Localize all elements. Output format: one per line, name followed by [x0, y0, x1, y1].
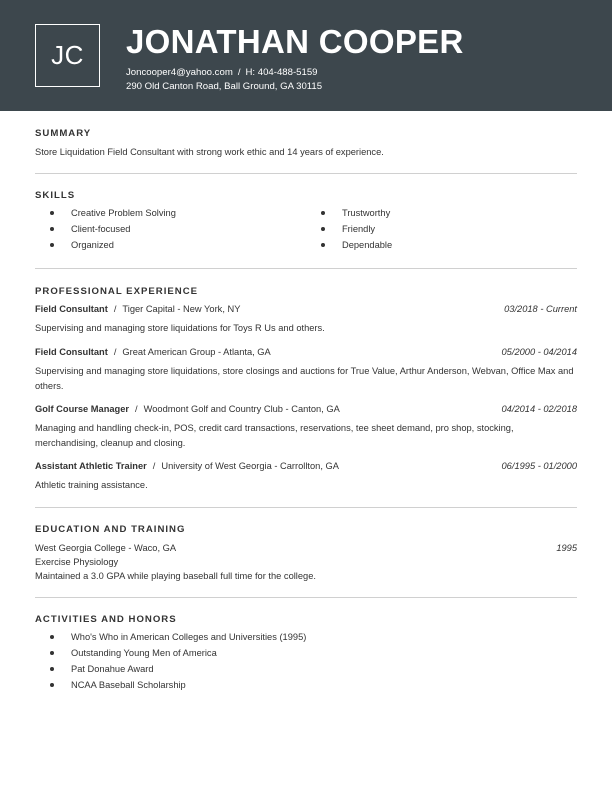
job-company: Great American Group - Atlanta, GA	[122, 347, 271, 357]
activities-heading: ACTIVITIES AND HONORS	[35, 614, 177, 625]
skills-list-right	[320, 205, 392, 253]
job-header	[35, 461, 577, 471]
skill-item: Dependable	[320, 237, 392, 253]
job-header	[35, 304, 577, 314]
activity-item: Who's Who in American Colleges and Universities (1995)	[49, 629, 306, 645]
job-company: Woodmont Golf and Country Club - Canton, GA	[143, 404, 340, 414]
summary-text: Store Liquidation Field Consultant with strong work ethic and 14 years of experience.	[35, 147, 384, 157]
job-separator: /	[113, 304, 117, 314]
job-company: University of West Georgia - Carrollton, GA	[161, 461, 339, 471]
activity-item: NCAA Baseball Scholarship	[49, 677, 306, 693]
activity-item: Outstanding Young Men of America	[49, 645, 306, 661]
skill-item: Trustworthy	[320, 205, 392, 221]
divider	[35, 173, 577, 174]
education-heading: EDUCATION AND TRAINING	[35, 524, 186, 535]
skills-list-left	[49, 205, 176, 253]
job-description: Supervising and managing store liquidations, store closings and auctions for True Value, Arthur Anderson, Webvan, Office Max and others.	[35, 366, 574, 391]
job-title: Field Consultant	[35, 304, 108, 314]
divider	[35, 597, 577, 598]
skill-item: Organized	[49, 237, 176, 253]
education-school: West Georgia College - Waco, GA	[35, 543, 177, 553]
summary-heading: SUMMARY	[35, 128, 92, 139]
job-dates: 03/2018 - Current	[504, 304, 577, 314]
experience-heading: PROFESSIONAL EXPERIENCE	[35, 286, 199, 297]
monogram: JC	[35, 24, 100, 87]
job-description: Supervising and managing store liquidations for Toys R Us and others.	[35, 323, 325, 333]
job-company: Tiger Capital - New York, NY	[122, 304, 241, 314]
job-separator: /	[135, 404, 138, 414]
job-dates: 04/2014 - 02/2018	[501, 404, 577, 414]
skill-item: Creative Problem Solving	[49, 205, 176, 221]
contact-line	[126, 67, 318, 78]
skill-item: Client-focused	[49, 221, 176, 237]
candidate-name: JONATHAN COOPER	[126, 23, 464, 60]
job-title: Assistant Athletic Trainer	[35, 461, 147, 471]
education-note: Maintained a 3.0 GPA while playing baseball full time for the college.	[35, 571, 316, 581]
job-header	[35, 347, 577, 357]
divider	[35, 268, 577, 269]
resume-header	[0, 0, 612, 111]
job-description: Managing and handling check-in, POS, credit card transactions, reservations, tee sheet demand, pro shop, stocking, merchandising, cleanup and closing.	[35, 423, 514, 448]
job-separator: /	[152, 461, 156, 471]
address: 290 Old Canton Road, Ball Ground, GA 30115	[126, 81, 323, 92]
job-description: Athletic training assistance.	[35, 480, 148, 490]
divider	[35, 507, 577, 508]
email[interactable]: Joncooper4@yahoo.com	[126, 67, 233, 78]
contact-separator: /	[237, 67, 241, 78]
job-title: Field Consultant	[35, 347, 108, 357]
activity-item: Pat Donahue Award	[49, 661, 306, 677]
job-header	[35, 404, 577, 414]
skills-heading: SKILLS	[35, 190, 76, 201]
job-title: Golf Course Manager	[35, 404, 130, 414]
education-field: Exercise Physiology	[35, 557, 119, 567]
job-dates: 05/2000 - 04/2014	[501, 347, 577, 357]
job-dates: 06/1995 - 01/2000	[501, 461, 577, 471]
education-year: 1995	[556, 543, 577, 553]
phone: H: 404-488-5159	[245, 67, 318, 78]
job-separator: /	[113, 347, 117, 357]
skill-item: Friendly	[320, 221, 392, 237]
activities-list	[49, 629, 306, 693]
